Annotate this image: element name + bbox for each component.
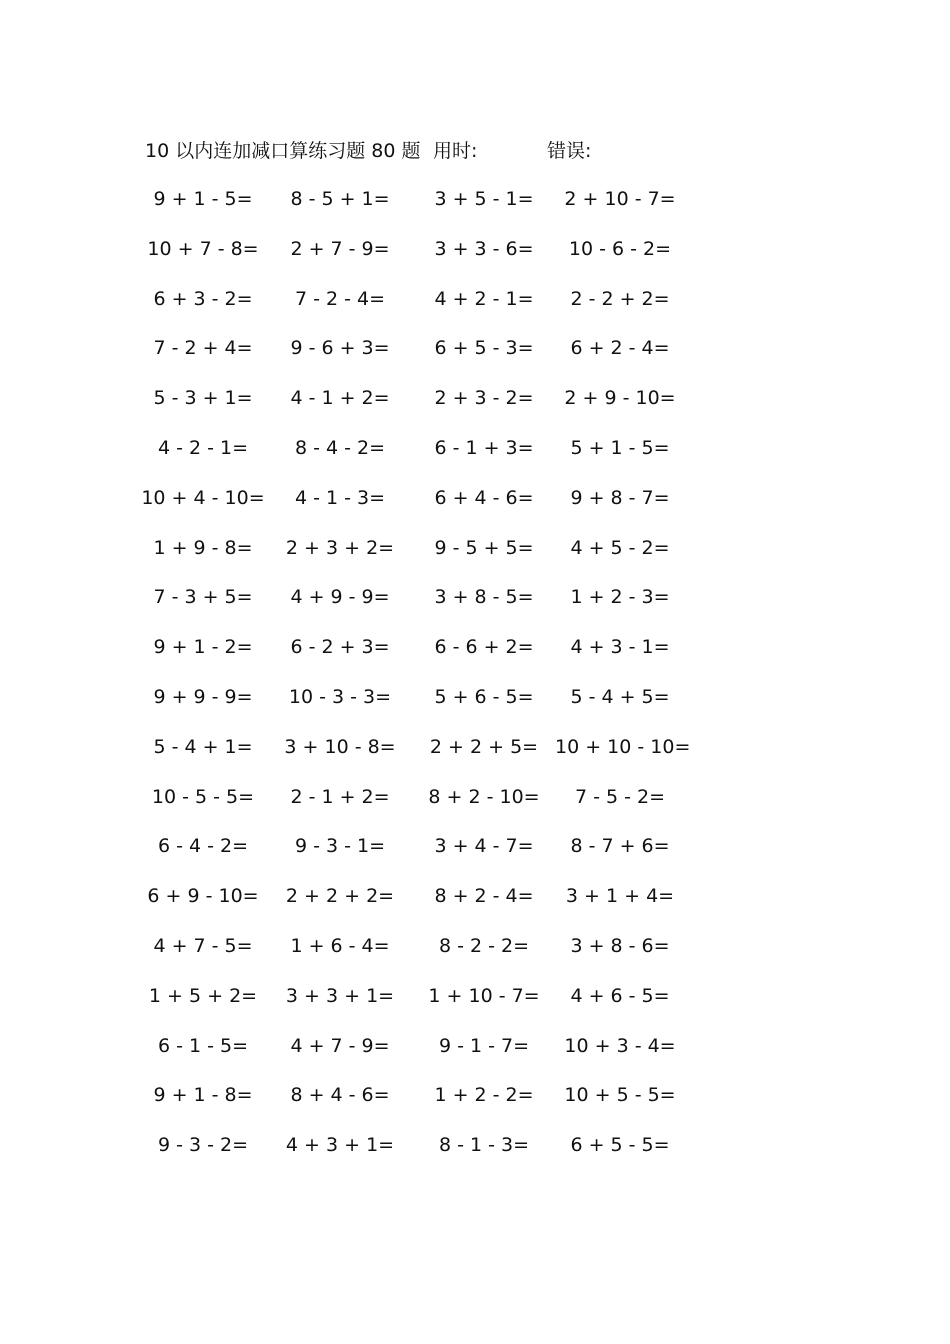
problem-row — [0, 483, 950, 533]
arithmetic-problem: 7 - 2 - 4= — [294, 287, 386, 310]
problem-row — [0, 234, 950, 284]
arithmetic-problem: 6 - 2 + 3= — [290, 636, 390, 659]
arithmetic-problem: 3 + 3 - 6= — [434, 237, 534, 260]
problem-row — [0, 582, 950, 632]
arithmetic-problem: 6 + 9 - 10= — [147, 885, 259, 908]
arithmetic-problem: 5 + 1 - 5= — [570, 436, 670, 459]
arithmetic-problem: 8 - 7 + 6= — [570, 835, 670, 858]
arithmetic-problem: 3 + 5 - 1= — [434, 188, 534, 210]
worksheet-title: 10 以内连加减口算练习题 80 题 — [145, 140, 421, 162]
arithmetic-problem: 6 - 6 + 2= — [434, 636, 534, 659]
arithmetic-problem: 6 - 4 - 2= — [157, 835, 249, 858]
arithmetic-problem: 10 - 6 - 2= — [568, 237, 672, 260]
arithmetic-problem: 4 + 9 - 9= — [290, 586, 390, 609]
problem-row — [0, 831, 950, 881]
problem-row — [0, 433, 950, 483]
arithmetic-problem: 5 - 4 + 5= — [570, 685, 670, 708]
problem-row — [0, 1080, 950, 1130]
arithmetic-problem: 2 + 9 - 10= — [564, 387, 676, 410]
arithmetic-problem: 1 + 2 - 3= — [570, 586, 670, 609]
arithmetic-problem: 10 - 3 - 3= — [288, 685, 392, 708]
arithmetic-problem: 9 + 1 - 2= — [153, 636, 253, 659]
arithmetic-problem: 9 - 1 - 7= — [438, 1034, 530, 1057]
problem-row — [0, 682, 950, 732]
arithmetic-problem: 8 + 4 - 6= — [290, 1084, 390, 1107]
problem-row — [0, 632, 950, 682]
arithmetic-problem: 6 + 3 - 2= — [153, 287, 253, 310]
arithmetic-problem: 8 - 4 - 2= — [294, 436, 386, 459]
arithmetic-problem: 2 + 10 - 7= — [564, 188, 676, 210]
problem-grid — [0, 184, 950, 1180]
arithmetic-problem: 4 - 2 - 1= — [157, 436, 249, 459]
arithmetic-problem: 4 + 7 - 9= — [290, 1034, 390, 1057]
arithmetic-problem: 6 + 5 - 3= — [434, 337, 534, 360]
arithmetic-problem: 4 - 1 - 3= — [294, 486, 386, 509]
time-label: 用时: — [433, 140, 478, 162]
arithmetic-problem: 3 + 1 + 4= — [565, 885, 675, 908]
problem-row — [0, 782, 950, 832]
arithmetic-problem: 8 - 2 - 2= — [438, 934, 530, 957]
arithmetic-problem: 2 - 2 + 2= — [570, 287, 670, 310]
arithmetic-problem: 2 + 3 - 2= — [434, 387, 534, 410]
arithmetic-problem: 1 + 6 - 4= — [290, 934, 390, 957]
arithmetic-problem: 5 + 6 - 5= — [434, 685, 534, 708]
arithmetic-problem: 9 - 5 + 5= — [434, 536, 534, 559]
arithmetic-problem: 9 + 9 - 9= — [153, 685, 253, 708]
arithmetic-problem: 1 + 10 - 7= — [428, 984, 540, 1007]
arithmetic-problem: 2 + 2 + 2= — [285, 885, 395, 908]
arithmetic-problem: 2 + 2 + 5= — [429, 735, 539, 758]
arithmetic-problem: 3 + 3 + 1= — [285, 984, 395, 1007]
arithmetic-problem: 4 + 6 - 5= — [570, 984, 670, 1007]
arithmetic-problem: 9 - 6 + 3= — [290, 337, 390, 360]
arithmetic-problem: 8 - 1 - 3= — [438, 1134, 530, 1157]
arithmetic-problem: 3 + 8 - 6= — [570, 934, 670, 957]
problem-row — [0, 333, 950, 383]
problem-row — [0, 1130, 950, 1180]
arithmetic-problem: 4 - 1 + 2= — [290, 387, 390, 410]
arithmetic-problem: 10 + 4 - 10= — [141, 486, 265, 509]
arithmetic-problem: 4 + 3 + 1= — [285, 1134, 395, 1157]
problem-row — [0, 1031, 950, 1081]
arithmetic-problem: 9 - 3 - 1= — [294, 835, 386, 858]
arithmetic-problem: 9 - 3 - 2= — [157, 1134, 249, 1157]
arithmetic-problem: 10 + 3 - 4= — [564, 1034, 676, 1057]
arithmetic-problem: 2 + 7 - 9= — [290, 237, 390, 260]
arithmetic-problem: 10 - 5 - 5= — [151, 785, 255, 808]
arithmetic-problem: 9 + 1 - 8= — [153, 1084, 253, 1107]
arithmetic-problem: 7 - 5 - 2= — [574, 785, 666, 808]
arithmetic-problem: 4 + 7 - 5= — [153, 934, 253, 957]
arithmetic-problem: 8 - 5 + 1= — [290, 188, 390, 210]
arithmetic-problem: 6 + 5 - 5= — [570, 1134, 670, 1157]
problem-row — [0, 383, 950, 433]
arithmetic-problem: 3 + 4 - 7= — [434, 835, 534, 858]
worksheet-header — [0, 136, 950, 166]
arithmetic-problem: 7 - 3 + 5= — [153, 586, 253, 609]
arithmetic-problem: 9 + 1 - 5= — [153, 188, 253, 210]
arithmetic-problem: 10 + 10 - 10= — [555, 735, 691, 758]
problem-row — [0, 981, 950, 1031]
arithmetic-problem: 4 + 5 - 2= — [570, 536, 670, 559]
arithmetic-problem: 8 + 2 - 4= — [434, 885, 534, 908]
arithmetic-problem: 10 + 7 - 8= — [147, 237, 259, 260]
arithmetic-problem: 1 + 2 - 2= — [434, 1084, 534, 1107]
arithmetic-problem: 2 + 3 + 2= — [285, 536, 395, 559]
arithmetic-problem: 1 + 5 + 2= — [148, 984, 258, 1007]
arithmetic-problem: 6 - 1 - 5= — [157, 1034, 249, 1057]
arithmetic-problem: 8 + 2 - 10= — [428, 785, 540, 808]
arithmetic-problem: 4 + 2 - 1= — [434, 287, 534, 310]
arithmetic-problem: 10 + 5 - 5= — [564, 1084, 676, 1107]
arithmetic-problem: 1 + 9 - 8= — [153, 536, 253, 559]
arithmetic-problem: 3 + 8 - 5= — [434, 586, 534, 609]
problem-row — [0, 732, 950, 782]
arithmetic-problem: 2 - 1 + 2= — [290, 785, 390, 808]
arithmetic-problem: 6 + 4 - 6= — [434, 486, 534, 509]
problem-row — [0, 931, 950, 981]
problem-row — [0, 184, 950, 234]
arithmetic-problem: 9 + 8 - 7= — [570, 486, 670, 509]
problem-row — [0, 533, 950, 583]
arithmetic-problem: 7 - 2 + 4= — [153, 337, 253, 360]
arithmetic-problem: 6 - 1 + 3= — [434, 436, 534, 459]
arithmetic-problem: 3 + 10 - 8= — [284, 735, 396, 758]
arithmetic-problem: 6 + 2 - 4= — [570, 337, 670, 360]
arithmetic-problem: 5 - 3 + 1= — [153, 387, 253, 410]
arithmetic-problem: 4 + 3 - 1= — [570, 636, 670, 659]
problem-row — [0, 284, 950, 334]
problem-row — [0, 881, 950, 931]
arithmetic-problem: 5 - 4 + 1= — [153, 735, 253, 758]
error-label: 错误: — [547, 140, 592, 162]
